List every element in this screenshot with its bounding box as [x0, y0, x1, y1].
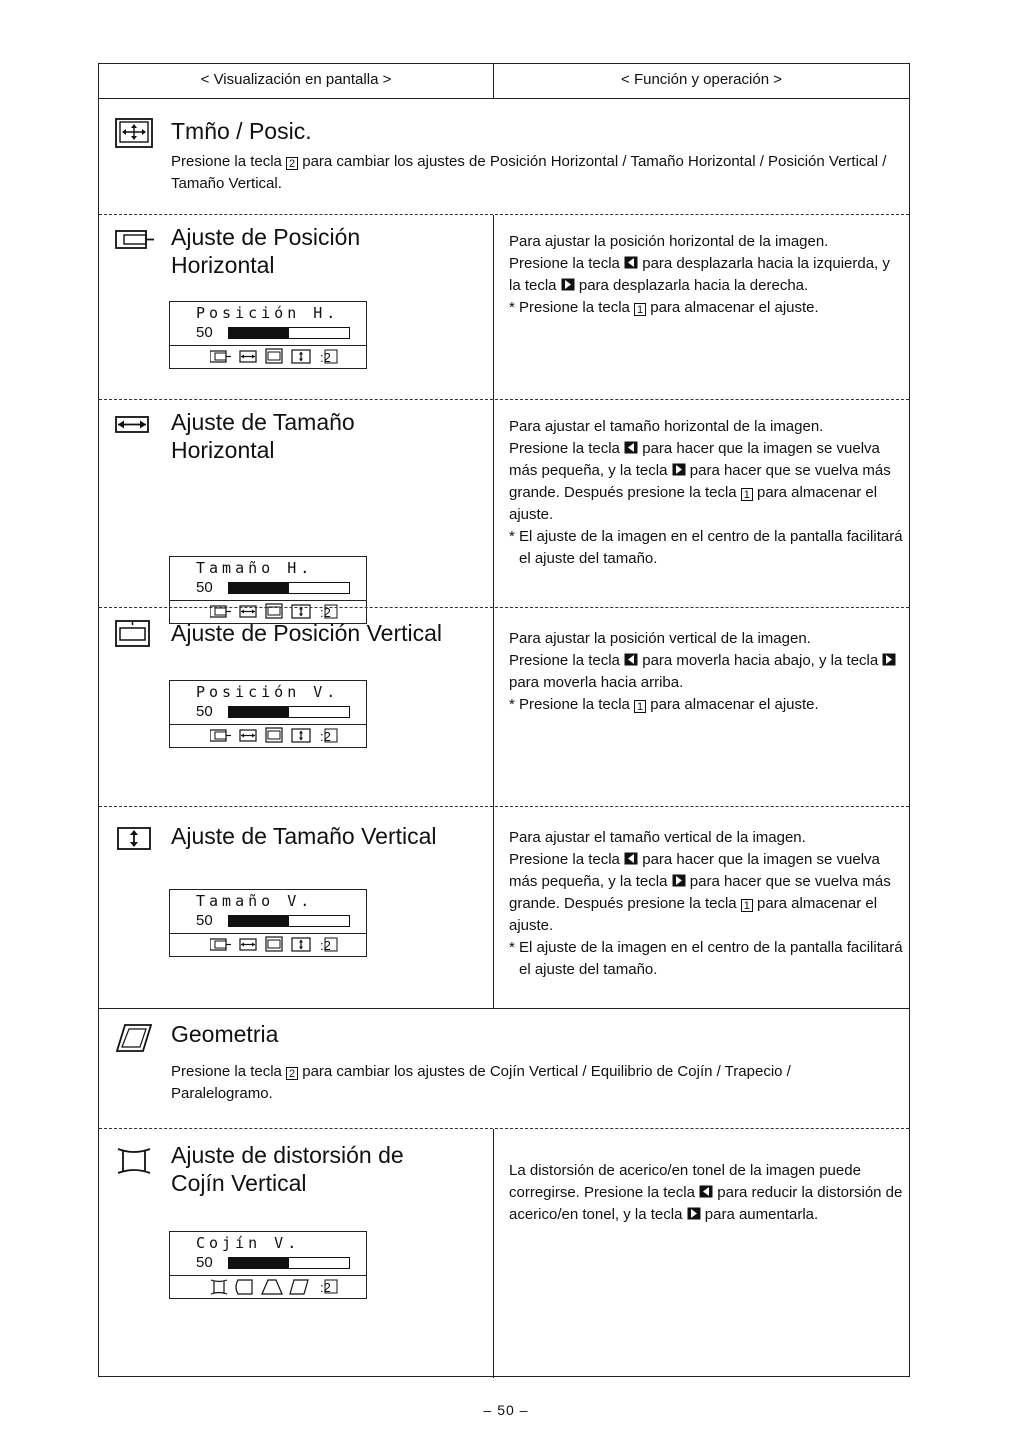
osd-level-bar: [228, 1257, 350, 1269]
right-arrow-key-icon: [687, 1207, 701, 1220]
size-position-icons: [210, 727, 360, 745]
section-text: Presione la tecla 2 para cambiar los ajustes de Posición Horizontal / Tamaño Horizontal / Posición Vertical / Tamaño Vertical.: [171, 153, 887, 192]
osd-key-label: :2: [320, 1280, 331, 1295]
osd-value: 50: [196, 703, 213, 720]
v-size-icon: [115, 827, 153, 851]
osd-icon-row: [170, 345, 366, 368]
h-size-icon: [115, 416, 151, 434]
section-title: Ajuste de Posición Vertical: [171, 620, 443, 646]
right-arrow-key-icon: [672, 463, 686, 476]
size-position-icons: [210, 348, 360, 366]
osd-key-label: :2: [320, 605, 331, 620]
table-header: [99, 64, 909, 99]
osd-label: Cojín V.: [196, 1234, 301, 1252]
osd-level-bar: [228, 327, 350, 339]
section-title: Ajuste de Tamaño Vertical: [171, 823, 437, 849]
geometry-section: [99, 1008, 909, 1129]
v-size-section: [99, 806, 909, 1009]
section-title: Ajuste de distorsión de Cojín Vertical: [171, 1142, 404, 1196]
left-arrow-key-icon: [624, 441, 638, 454]
osd-icon-row: [170, 1275, 366, 1298]
osd-value: 50: [196, 579, 213, 596]
v-size-description: Para ajustar el tamaño vertical de la imagen. Presione la tecla para hacer que la imagen se vuelva más pequeña, y la tecla para hacer que se vuelva más grande. Después presione la tecla 1 para almacenar el ajuste. * El ajuste de la imagen en el centro de la pantalla facilitará el ajuste del tamaño.: [509, 829, 903, 978]
section-title: Ajuste de Tamaño Horizontal: [171, 409, 355, 463]
pincushion-icon: [115, 1147, 153, 1175]
left-arrow-key-icon: [624, 852, 638, 865]
v-position-description: Para ajustar la posición vertical de la imagen. Presione la tecla para moverla hacia abajo, y la tecla para moverla hacia arriba. * Presione la tecla 1 para almacenar el ajuste.: [509, 628, 905, 716]
section-text: Presione la tecla 2 para cambiar los ajustes de Cojín Vertical / Equilibrio de Cojín / Trapecio / Paralelogramo.: [171, 1063, 791, 1102]
left-arrow-key-icon: [624, 256, 638, 269]
right-arrow-key-icon: [561, 278, 575, 291]
key-1-icon: 1: [741, 899, 753, 912]
size-position-icon: [115, 118, 153, 148]
osd-pincushion-box: [169, 1231, 367, 1299]
osd-level-bar: [228, 582, 350, 594]
osd-value: 50: [196, 324, 213, 341]
osd-key-label: :2: [320, 729, 331, 744]
osd-icon-row: [170, 724, 366, 747]
geometry-icons: [210, 1278, 360, 1296]
section-title: Tmño / Posic.: [171, 118, 312, 144]
osd-value: 50: [196, 912, 213, 929]
osd-level-bar: [228, 706, 350, 718]
osd-label: Tamaño H.: [196, 559, 314, 577]
h-position-description: Para ajustar la posición horizontal de la imagen. Presione la tecla para desplazarla hacia la izquierda, y la tecla para desplazarla hacia la derecha. * Presione la tecla 1 para almacenar el ajuste.: [509, 233, 890, 316]
pincushion-section: [99, 1128, 909, 1378]
header-function-column: < Función y operación >: [621, 71, 782, 88]
osd-key-label: :2: [320, 350, 331, 365]
h-position-section: [99, 214, 909, 400]
osd-key-label: :2: [320, 938, 331, 953]
right-arrow-key-icon: [882, 653, 896, 666]
left-arrow-key-icon: [624, 653, 638, 666]
section-title: Geometria: [171, 1021, 279, 1047]
osd-label: Tamaño V.: [196, 892, 314, 910]
parallelogram-icon: [115, 1023, 153, 1053]
h-position-icon: [115, 229, 155, 251]
osd-v-size-box: [169, 889, 367, 957]
osd-icon-row: [170, 933, 366, 956]
osd-label: Posición H.: [196, 304, 340, 322]
manual-page-frame: [98, 63, 910, 1377]
key-1-icon: 1: [634, 700, 646, 713]
osd-label: Posición V.: [196, 683, 340, 701]
key-1-icon: 1: [634, 303, 646, 316]
v-position-section: [99, 607, 909, 807]
v-position-icon: [115, 620, 151, 648]
header-display-column: < Visualización en pantalla >: [99, 64, 494, 98]
page-number: – 50 –: [483, 1402, 529, 1418]
pincushion-description: La distorsión de acerico/en tonel de la imagen puede corregirse. Presione la tecla para reducir la distorsión de acerico/en tonel, y la tecla para aumentarla.: [509, 1162, 903, 1223]
h-size-description: Para ajustar el tamaño horizontal de la imagen. Presione la tecla para hacer que la imagen se vuelva más pequeña, y la tecla para hacer que se vuelva más grande. Después presione la tecla 1 para almacenar el ajuste. * El ajuste de la imagen en el centro de la pantalla facilitará el ajuste del tamaño.: [509, 418, 903, 567]
size-position-section: [99, 98, 909, 214]
osd-value: 50: [196, 1254, 213, 1271]
osd-level-bar: [228, 915, 350, 927]
section-title: Ajuste de Posición Horizontal: [171, 224, 361, 278]
h-size-section: [99, 399, 909, 620]
osd-h-position-box: [169, 301, 367, 369]
osd-v-position-box: [169, 680, 367, 748]
key-2-icon: 2: [286, 1067, 298, 1080]
left-arrow-key-icon: [699, 1185, 713, 1198]
key-2-icon: 2: [286, 157, 298, 170]
key-1-icon: 1: [741, 488, 753, 501]
size-position-icons: [210, 936, 360, 954]
right-arrow-key-icon: [672, 874, 686, 887]
